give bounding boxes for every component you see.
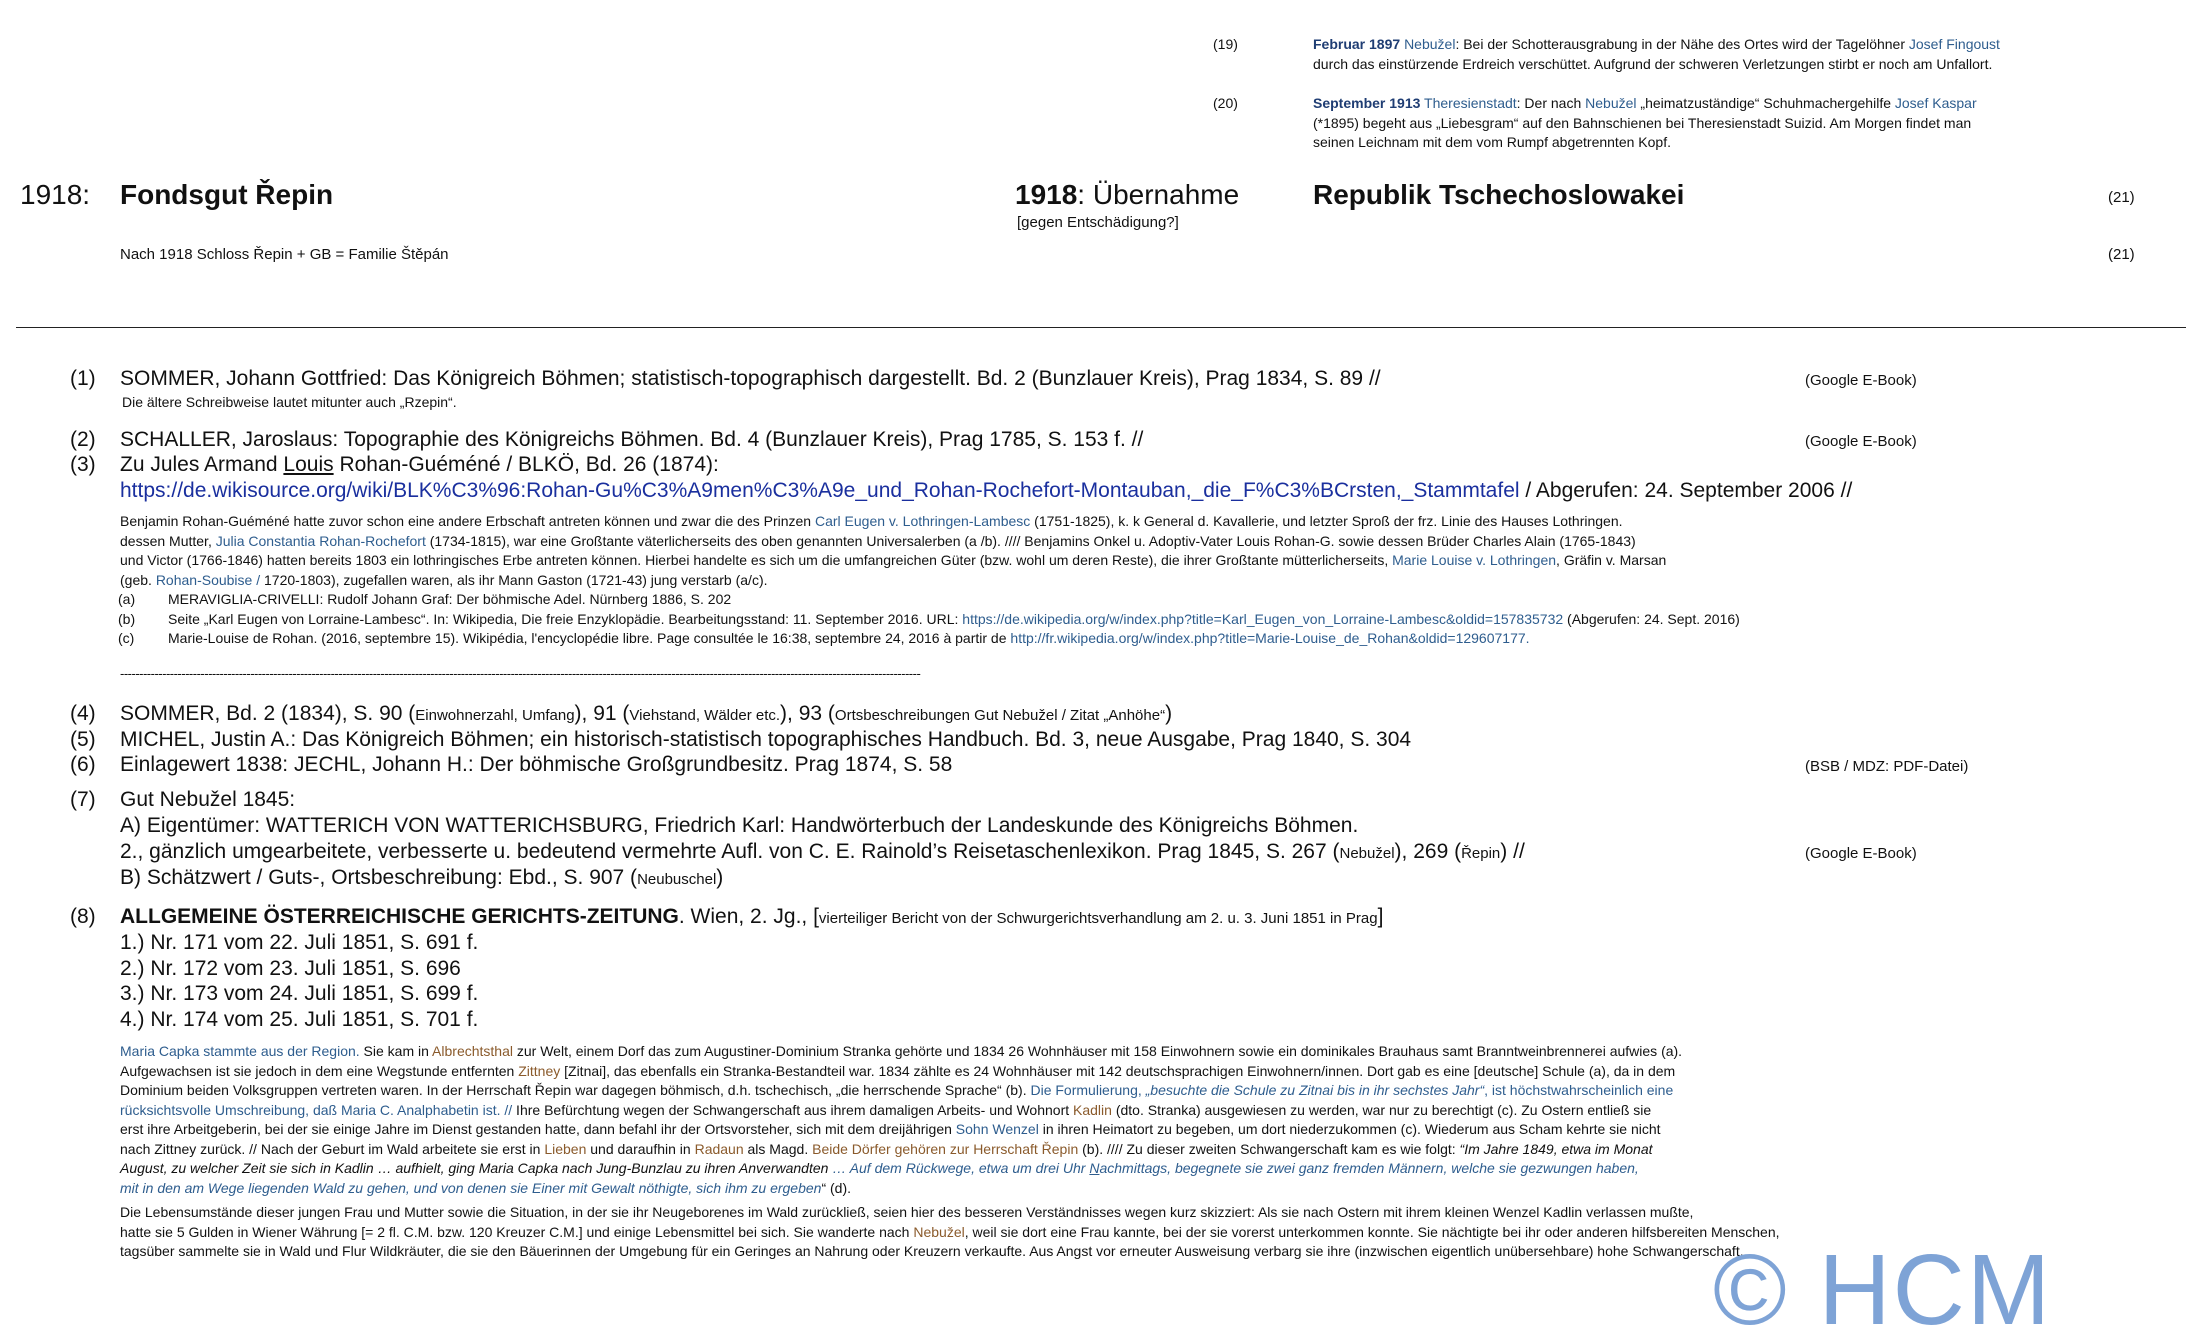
ref-num: (4) bbox=[70, 702, 96, 725]
ref-7-head: Gut Nebužel 1845: bbox=[120, 788, 296, 811]
footnote-c: (c) Marie-Louise de Rohan. (2016, septembre 15). Wikipédia, l'encyclopédie libre. Page consultée le 16:38, septembre 24, 2016 à partir de http://fr.wikipedia.org/w/index.php?title=Marie-Louise_de_Rohan&oldid=129607177. bbox=[118, 630, 1530, 646]
copyright-watermark: © HCM bbox=[1713, 1248, 2053, 1332]
ref-num: (5) bbox=[70, 728, 96, 751]
event-date: September 1913 bbox=[1313, 95, 1421, 111]
event-place: Theresienstadt bbox=[1424, 95, 1517, 111]
ref-3-url-line: https://de.wikisource.org/wiki/BLK%C3%96:Rohan-Gu%C3%A9men%C3%A9e_und_Rohan-Rochefort-Montauban,_die_F%C3%BCrsten,_Stammtafel / Abgerufen: 24. September 2006 // bbox=[120, 479, 1853, 502]
header-year: 1918: bbox=[20, 179, 91, 210]
ref-6-source: (BSB / MDZ: PDF-Datei) bbox=[1805, 758, 1969, 775]
ref-7-source: (Google E-Book) bbox=[1805, 845, 1917, 862]
ref-19: (19) bbox=[1213, 36, 1238, 52]
header-title: Fondsgut Řepin bbox=[120, 179, 334, 210]
ref-6-text: Einlagewert 1838: JECHL, Johann H.: Der böhmische Großgrundbesitz. Prag 1874, S. 58 bbox=[120, 753, 953, 776]
ref-num: (1) bbox=[70, 367, 96, 390]
ref-1-source: (Google E-Book) bbox=[1805, 372, 1917, 389]
dash-separator: ----------------------------------------------------------------------------------------------------------------------------------------------------------------------------------------------------------------- bbox=[120, 666, 921, 681]
event-person: Josef Fingoust bbox=[1908, 36, 2000, 52]
ref-1-text: SOMMER, Johann Gottfried: Das Königreich Böhmen; statistisch-topographisch dargestellt. Bd. 2 (Bunzlauer Kreis), Prag 1834, S. 89 // bbox=[120, 367, 1381, 390]
ref-num: (7) bbox=[70, 788, 96, 811]
ref-num: (2) bbox=[70, 428, 96, 451]
capka-paragraph: Maria Capka stammte aus der Region. Sie kam in Albrechtsthal zur Welt, einem Dorf das zum Augustiner-Dominium Stranka gehörte und 1834 26 Wohnhäuser mit 158 Einwohnern sowie ein dominikales Brauhaus samt Branntweinbrennerei aufwies (a). Aufgewachsen ist sie jedoch in dem eine Wegstunde entfernten Zittney [Zitnai], das ebenfalls ein Stranka-Bestandteil war. 1834 zählte es 24 Wohnhäuser mit 142 deutschsprachigen Einwohnern/innen. Dort gab es eine [deutsche] Schule (a), da in dem Dominium beiden Volksgruppen vertreten waren. In der Herrschaft Řepin war dagegen böhmisch, d.h. tschechisch, „die herrschende Sprache“ (b). Die Formulierung, „besuchte die Schule zu Zitnai bis in ihr sechstes Jahr“, ist höchstwahrscheinlich eine rücksichtsvolle Umschreibung, daß Maria C. Analphabetin ist. // Ihre Befürchtung wegen der Schwangerschaft aus ihrem damaligen Arbeits- und Wohnort Kadlin (dto. Stranka) ausgewiesen zu werden, war nur zu berechtigt (c). Zu Ostern entließ sie erst ihre Arbeitgeberin, bei der sie einige Jahre im Dienst gestanden hatte, dann befahl ihr der Ortsvorsteher, sich mit dem dreijährigen Sohn Wenzel in ihren Heimatort zu begeben, um dort niederzukommen (c). Wiederum aus Scham kehrte sie nicht nach Zittney zurück. // Nach der Geburt im Wald arbeitete sie erst in Lieben und daraufhin in Radaun als Magd. Beide Dörfer gehören zur Herrschaft Řepin (b). //// Zu dieser zweiten Schwangerschaft kam es wie folgt: “Im Jahre 1849, etwa im Monat August, zu welcher Zeit sie sich in Kadlin … aufhielt, ging Maria Capka nach Jung-Bunzlau zu ihren Anverwandten … Auf dem Rückwege, etwa um drei Uhr Nachmittags, begegnete sie zwei ganz fremden Männern, welche sie gezwungen haben, mit in den am Wege liegenden Wald zu gehen, und von denen sie Einer mit Gewalt nöthigte, sich ihm zu ergeben“ (d). bbox=[120, 1043, 1683, 1196]
ref-21b: (21) bbox=[2108, 246, 2135, 263]
after-1918-note: Nach 1918 Schloss Řepin + GB = Familie Štěpán bbox=[120, 246, 449, 263]
wikisource-link[interactable]: https://de.wikisource.org/wiki/BLK%C3%96:Rohan-Gu%C3%A9men%C3%A9e_und_Rohan-Rochefort-Montauban,_die_F%C3%BCrsten,_Stammtafel bbox=[120, 479, 1520, 502]
footnote-a: (a) MERAVIGLIA-CRIVELLI: Rudolf Johann Graf: Der böhmische Adel. Nürnberg 1886, S. 202 bbox=[118, 591, 732, 607]
event-date: Februar 1897 bbox=[1313, 36, 1401, 52]
ref-20: (20) bbox=[1213, 95, 1238, 111]
ref-2-text: SCHALLER, Jaroslaus: Topographie des Königreichs Böhmen. Bd. 4 (Bunzlauer Kreis), Prag 1785, S. 153 f. // bbox=[120, 428, 1144, 451]
ref-num: (6) bbox=[70, 753, 96, 776]
ref-4-text: SOMMER, Bd. 2 (1834), S. 90 (Einwohnerzahl, Umfang), 91 (Viehstand, Wälder etc.), 93 (Ortsbeschreibungen Gut Nebužel / Zitat „Anhöhe“) bbox=[120, 702, 1173, 725]
ref-7-a: A) Eigentümer: WATTERICH VON WATTERICHSBURG, Friedrich Karl: Handwörterbuch der Landeskunde des Königreichs Böhmen. bbox=[120, 814, 1359, 837]
event-person: Josef Kaspar bbox=[1894, 95, 1977, 111]
ref-8-text: ALLGEMEINE ÖSTERREICHISCHE GERICHTS-ZEITUNG. Wien, 2. Jg., [vierteiliger Bericht von der Schwurgerichtsverhandlung am 2. u. 3. Juni 1851 in Prag] bbox=[120, 905, 1384, 928]
takeover-heading: 1918: Übernahme bbox=[1015, 179, 1240, 210]
event-19: Februar 1897 Nebužel: Bei der Schotterausgrabung in der Nähe des Ortes wird der Tagelöhner Josef Fingoust durch das einstürzende Erdreich verschüttet. Aufgrund der schweren Verletzungen stirbt er noch am Unfallort. bbox=[1313, 36, 2000, 72]
ref-3-text: Zu Jules Armand Louis Rohan-Guéméné / BLKÖ, Bd. 26 (1874): bbox=[120, 453, 719, 476]
circumstances-paragraph: Die Lebensumstände dieser jungen Frau und Mutter sowie die Situation, in der sie ihr Neugeborenes im Wald zurückließ, seien hier des besseren Verständnisses wegen kurz skizziert: Als sie nach Ostern mit ihrem kleinen Wenzel Kadlin verlassen mußte, hatte sie 5 Gulden in Wiener Währung [= 2 fl. C.M. bzw. 120 Kreuzer C.M.] und einige Lebensmittel bei sich. Sie wanderte nach Nebužel, weil sie dort eine Frau kannte, bei der sie vorerst unterkommen konnte. Sie nächtigte bei ihr oder anderen hilfsbereiten Menschen, tagsüber sammelte sie in Wald und Flur Wildkräuter, die sie den Bäuerinnen der Umgebung für ein Geringes an Nahrung oder Kreuzern verkaufte. Aus Angst vor erneuter Ausweisung verbarg sie ihre (inzwischen eigentlich unübersehbare) hohe Schwangerschaft. bbox=[120, 1204, 1780, 1259]
ref-2-source: (Google E-Book) bbox=[1805, 433, 1917, 450]
ref-21: (21) bbox=[2108, 189, 2135, 206]
republic-heading: Republik Tschechoslowakei bbox=[1313, 179, 1685, 210]
ref-num: (8) bbox=[70, 905, 96, 928]
event-20: September 1913 Theresienstadt: Der nach Nebužel „heimatzuständige“ Schuhmachergehilfe Josef Kaspar (*1895) begeht aus „Liebesgram“ auf den Bahnschienen bei Theresienstadt Suizid. Am Morgen findet man seinen Leichnam mit dem vom Rumpf abgetrennten Kopf. bbox=[1313, 95, 1977, 150]
divider bbox=[16, 327, 2186, 328]
event-place: Nebužel bbox=[1404, 36, 1456, 52]
ref-8-item: 1.) Nr. 171 vom 22. Juli 1851, S. 691 f. bbox=[120, 931, 479, 954]
takeover-note: [gegen Entschädigung?] bbox=[1017, 214, 1179, 231]
ref-8-item: 2.) Nr. 172 vom 23. Juli 1851, S. 696 bbox=[120, 957, 461, 980]
ref-7-b: 2., gänzlich umgearbeitete, verbesserte u. bedeutend vermehrte Aufl. von C. E. Rainold’s Reisetaschenlexikon. Prag 1845, S. 267 (Nebužel), 269 (Řepin) // bbox=[120, 840, 1525, 863]
ref-3-paragraph: Benjamin Rohan-Guéméné hatte zuvor schon eine andere Erbschaft antreten können und zwar die des Prinzen Carl Eugen v. Lothringen-Lambesc (1751-1825), k. k General d. Kavallerie, und letzter Sproß der frz. Linie des Hauses Lothringen. dessen Mutter, Julia Constantia Rohan-Rochefort (1734-1815), war eine Großtante väterlicherseits des oben genannten Universalerben (a /b). //// Benjamins Onkel u. Adoptiv-Vater Louis Rohan-G. sowie dessen Brüder Charles Alain (1765-1843) und Victor (1766-1846) hatten bereits 1803 ein lothringisches Erbe antreten können. Hierbei handelte es sich um die umfangreichen Güter (bzw. wohl um deren Reste), die ihrer Großtante mütterlicherseits, Marie Louise v. Lothringen, Gräfin v. Marsan (geb. Rohan-Soubise / 1720-1803), zugefallen waren, als ihr Mann Gaston (1721-43) jung verstarb (a/c). (a) MERAVIGLIA-CRIVELLI: Rudolf Johann Graf: Der böhmische Adel. Nürnberg 1886, S. 202 (b) Seite „Karl Eugen von Lorraine-Lambesc“. In: Wikipedia, Die freie Enzyklopädie. Bearbeitungsstand: 11. September 2016. URL: https://de.wikipedia.org/w/index.php?title=Karl_Eugen_von_Lorraine-Lambesc&oldid=157835732 (Abgerufen: 24. Sept. 2016) (c) Marie-Louise de Rohan. (2016, septembre 15). Wikipédia, l'encyclopédie libre. Page consultée le 16:38, septembre 24, 2016 à partir de http://fr.wikipedia.org/w/index.php?title=Marie-Louise_de_Rohan&oldid=129607177. bbox=[120, 512, 2180, 649]
ref-5-text: MICHEL, Justin A.: Das Königreich Böhmen; ein historisch-statistisch topographisches Handbuch. Bd. 3, neue Ausgabe, Prag 1840, S. 304 bbox=[120, 728, 1412, 751]
ref-8-item: 4.) Nr. 174 vom 25. Juli 1851, S. 701 f. bbox=[120, 1008, 479, 1031]
ref-7-c: B) Schätzwert / Guts-, Ortsbeschreibung: Ebd., S. 907 (Neubuschel) bbox=[120, 866, 724, 889]
ref-8-item: 3.) Nr. 173 vom 24. Juli 1851, S. 699 f. bbox=[120, 982, 479, 1005]
footnote-b: (b) Seite „Karl Eugen von Lorraine-Lambesc“. In: Wikipedia, Die freie Enzyklopädie. Bearbeitungsstand: 11. September 2016. URL: https://de.wikipedia.org/w/index.php?title=Karl_Eugen_von_Lorraine-Lambesc&oldid=157835732 (Abgerufen: 24. Sept. 2016) bbox=[118, 610, 1740, 627]
ref-1-note: Die ältere Schreibweise lautet mitunter auch „Rzepin“. bbox=[122, 394, 457, 410]
ref-num: (3) bbox=[70, 453, 96, 476]
